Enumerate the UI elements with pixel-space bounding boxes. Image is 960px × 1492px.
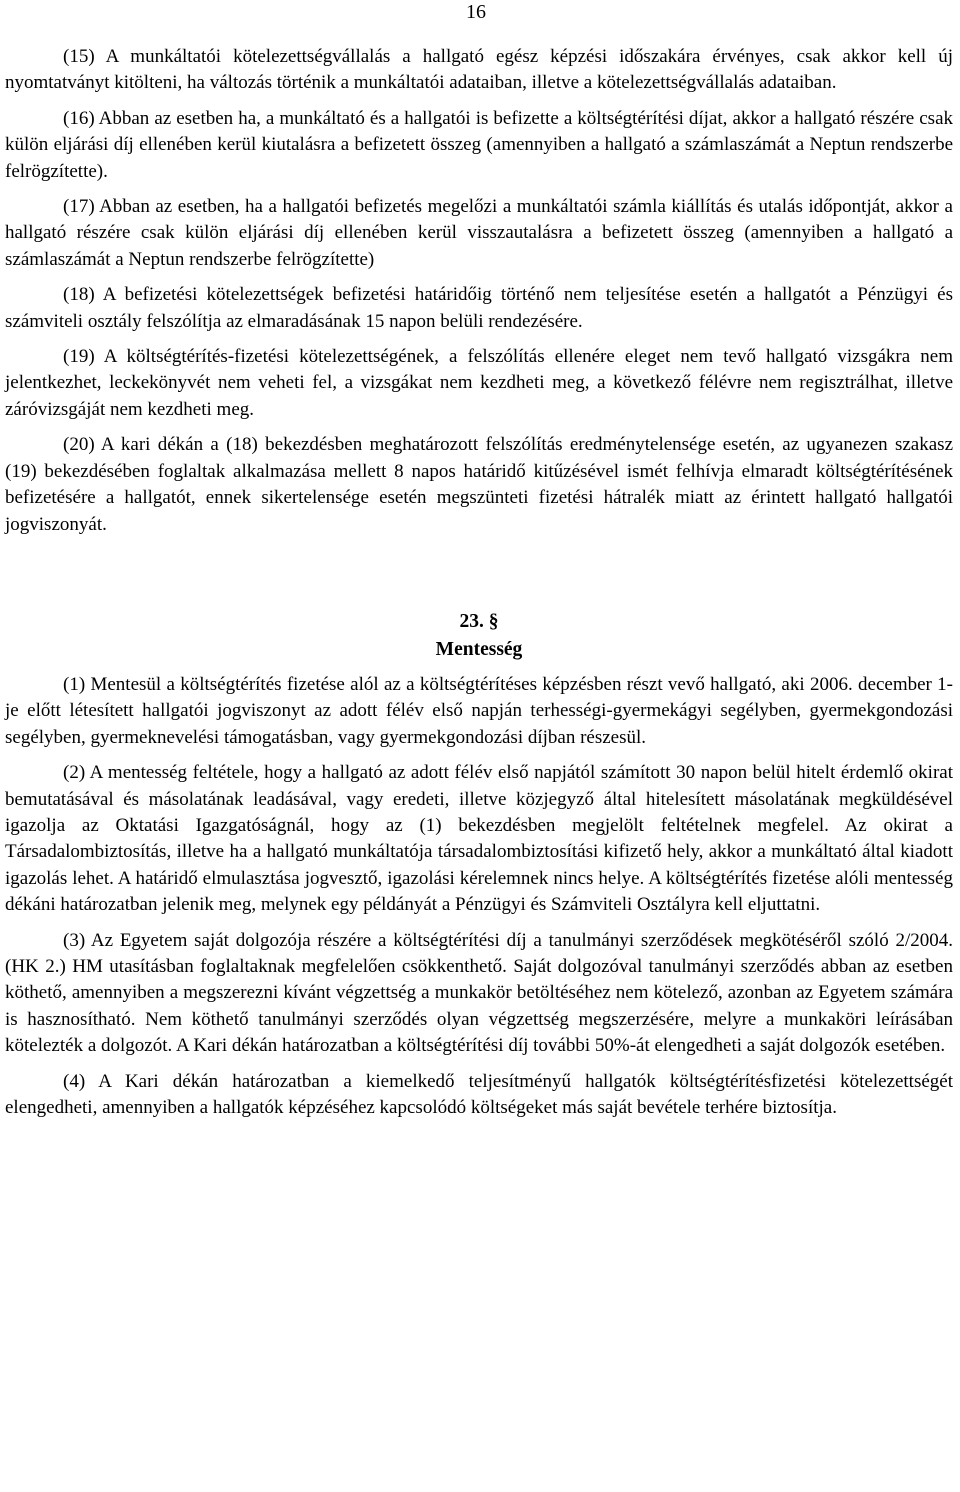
exemption-paragraph-2: (2) A mentesség feltétele, hogy a hallgató az adott félév első napjától számított 30 napon belül hitelt érdemlő okirat bemutatásával és másolatának leadásával, vagy eredeti, illetve közjegyző által hitelesített másolatának megküldésével igazolja az Oktatási Igazgatóságnál, hogy az (1) bekezdésben megjelölt feltételnek megfelel. Az okirat a Társadalombiztosítás, illetve ha a hallgató munkáltatója társadalombiztosítási kifizető hely, akkor a munkáltató által kiadott igazolás lehet. A határidő elmulasztása jogvesztő, igazolási kérelemnek nincs helye. A költségtérítés fizetése alóli mentesség dékáni határozatban jelenik meg, melynek egy példányát a Pénzügyi és Számviteli Osztályra kell eljuttatni. xyxy=(5,762,953,916)
paragraph-16: (16) Abban az esetben ha, a munkáltató és a hallgatói is befizette a költségtérítési díjat, akkor a hallgató részére csak külön eljárási díj ellenében kerül kiutalásra a befizetett összeg (amennyiben a hallgató a számlaszámát a Neptun rendszerbe felrögzítette). xyxy=(5,107,953,182)
paragraph-18: (18) A befizetési kötelezettségek befizetési határidőig történő nem teljesítése esetén a hallgatót a Pénzügyi és számviteli osztály felszólítja az elmaradásának 15 napon belüli rendezésére. xyxy=(5,284,953,332)
section-title: Mentesség xyxy=(435,638,523,660)
page-number: 16 xyxy=(466,1,486,23)
exemption-paragraph-4: (4) A Kari dékán határozatban a kiemelkedő teljesítményű hallgatók költségtérítésfizetési kötelezettségét elengedheti, amennyiben a hallgatók képzéséhez kapcsolódó költségeket más saját bevétele terhére biztosítja. xyxy=(5,1070,953,1118)
paragraph-15: (15) A munkáltatói kötelezettségvállalás a hallgató egész képzési időszakára érvényes, csak akkor kell új nyomtatványt kitölteni, ha változás történik a munkáltatói adataiban, illetve a kötelezettségvállalás adataiban. xyxy=(5,46,953,94)
section-number: 23. § xyxy=(459,610,499,632)
document-body xyxy=(5,44,953,1121)
paragraph-17: (17) Abban az esetben, ha a hallgatói befizetés megelőzi a munkáltatói számla kiállítás és utalás időpontját, akkor a hallgató részére csak külön eljárási díj ellenében kerül visszautalásra a befizetett összeg (amennyiben a hallgató a számlaszámát a Neptun rendszerbe felrögzítette) xyxy=(5,196,953,270)
paragraph-20: (20) A kari dékán a (18) bekezdésben meghatározott felszólítás eredménytelensége esetén, az ugyanezen szakasz (19) bekezdésében foglaltak alkalmazása mellett 8 napos határidő kitűzésével ismét felhívja elmaradt költségtérítésének befizetésére a hallgatót, ennek sikertelensége esetén megszünteti fizetési hátralék miatt az érintett hallgató hallgatói jogviszonyát. xyxy=(5,434,953,535)
paragraph-19: (19) A költségtérítés-fizetési kötelezettségének, a felszólítás ellenére eleget nem tevő hallgató vizsgákra nem jelentkezhet, leckekönyvét nem veheti fel, a vizsgákat nem kezdheti meg, a következő félévre nem regisztrálhat, illetve záróvizsgáját nem kezdheti meg. xyxy=(5,346,953,420)
exemption-paragraph-1: (1) Mentesül a költségtérítés fizetése alól az a költségtérítéses képzésben részt vevő hallgató, aki 2006. december 1-je előtt létesített hallgatói jogviszonyt az adott félév első napján terhességi-gyermekágyi segélyben, gyermekgondozási segélyben, gyermeknevelési támogatásban, vagy gyermekgondozási díjban részesül. xyxy=(5,673,953,748)
exemption-paragraph-3: (3) Az Egyetem saját dolgozója részére a költségtérítési díj a tanulmányi szerződések megkötéséről szóló 2/2004. (HK 2.) HM utasításban foglaltaknak megfelelően csökkenthető. Saját dolgozóval tanulmányi szerződés abban az esetben köthető, amennyiben a megszerezni kívánt végzettség a munkakör betöltéséhez nem kötelező, azonban az Egyetem számára is hasznosítható. Nem köthető tanulmányi szerződés olyan végzettség megszerzésére, melyre a munkaköri leírásában kötelezték a dolgozót. A Kari dékán határozatban a költségtérítési díj további 50%-át elengedheti a saját dolgozók esetében. xyxy=(5,929,953,1057)
